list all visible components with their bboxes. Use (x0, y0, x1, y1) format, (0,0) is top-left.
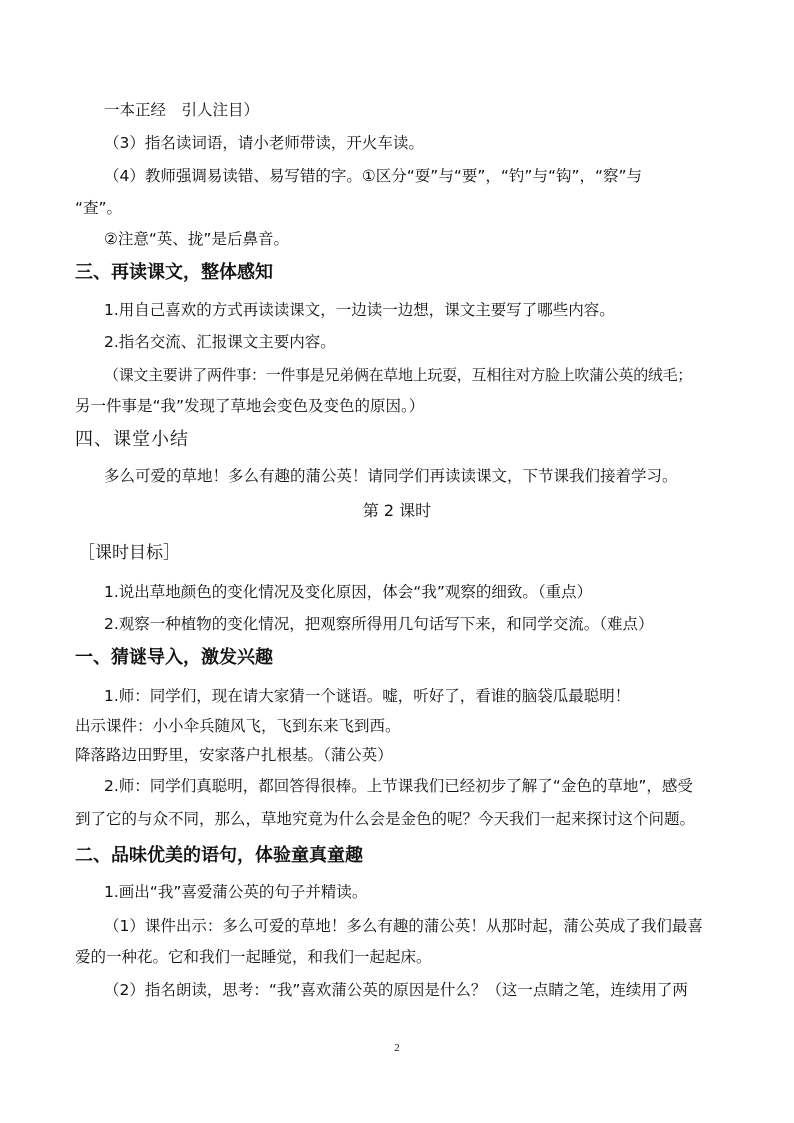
text-line: 2.观察一种植物的变化情况，把观察所得用几句话写下来，和同学交流。（难点） (104, 615, 654, 633)
text-line: （2）指名朗读，思考：“我”喜欢蒲公英的原因是什么？（这一点睛之笔，连续用了两 (104, 981, 688, 999)
text-line: （4）教师强调易读错、易写错的字。①区分“耍”与“要”，“钓”与“钩”，“察”与 (104, 167, 643, 185)
text-line: 爱的一种花。它和我们一起睡觉，和我们一起起床。 (75, 948, 432, 966)
text-line: 1.画出“我”喜爱蒲公英的句子并精读。 (104, 883, 368, 901)
section-heading: 四、课堂小结 (75, 429, 189, 450)
text-line: ②注意“英、拢”是后鼻音。 (104, 230, 289, 248)
text-line: “查”。 (75, 199, 123, 217)
text-line: 2.师：同学们真聪明，都回答得很棒。上节课我们已经初步了解了“金色的草地”，感受 (104, 777, 693, 795)
text-line: （1）课件出示：多么可爱的草地！多么有趣的蒲公英！从那时起，蒲公英成了我们最喜 (104, 917, 703, 935)
text-line: 2.指名交流、汇报课文主要内容。 (104, 333, 336, 351)
text-line: 1.师：同学们，现在请大家猜一个谜语。嘘，听好了，看谁的脑袋瓜最聪明！ (104, 687, 631, 705)
goals-heading: ［课时目标］ (78, 543, 180, 563)
text-line: 另一件事是“我”发现了草地会变色及变色的原因。） (75, 397, 425, 415)
text-line: 1.用自己喜欢的方式再读读课文，一边读一边想，课文主要写了哪些内容。 (104, 301, 615, 319)
text-line: 多么可爱的草地！多么有趣的蒲公英！请同学们再读读课文，下节课我们接着学习。 (104, 467, 678, 485)
text-line: （3）指名读词语，请小老师带读，开火车读。 (104, 134, 424, 152)
text-line: 一本正经 引人注目） (104, 101, 260, 119)
lesson-title: 第 2 课时 (362, 501, 432, 520)
text-line: （课文主要讲了两件事：一件事是兄弟俩在草地上玩耍，互相往对方脸上吹蒲公英的绒毛； (104, 366, 693, 384)
text-line: 到了它的与众不同，那么，草地究竟为什么会是金色的呢？今天我们一起来探讨这个问题。 (75, 810, 696, 828)
section-heading: 二、品味优美的语句，体验童真童趣 (75, 845, 363, 866)
section-heading: 三、再读课文，整体感知 (75, 262, 273, 283)
text-line: 降落路边田野里，安家落户扎根基。（蒲公英） (75, 746, 393, 764)
section-heading: 一、猜谜导入，激发兴趣 (75, 647, 273, 668)
text-line: 1.说出草地颜色的变化情况及变化原因，体会“我”观察的细致。（重点） (104, 583, 593, 601)
text-line: 出示课件：小小伞兵随风飞，飞到东来飞到西。 (75, 717, 401, 735)
page-number: 2 (394, 1042, 400, 1054)
